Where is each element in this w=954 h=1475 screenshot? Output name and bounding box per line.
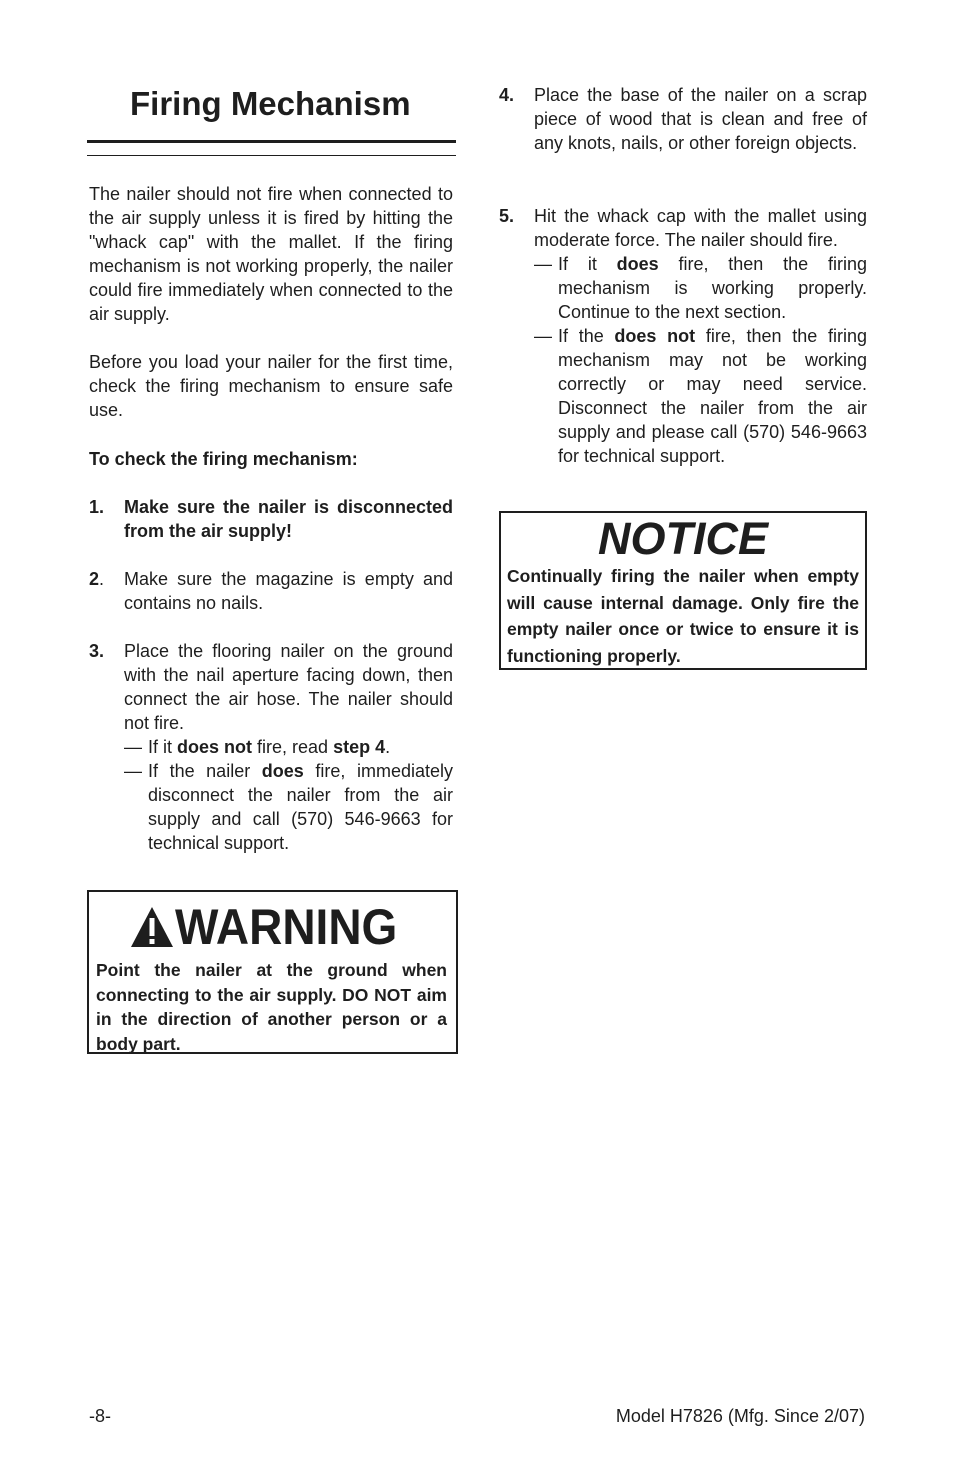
step-number: 1. xyxy=(89,497,105,517)
step-5-sub-b: — If the does not fire, then the firing mechanism may not be working correctly or may need service. Disconnect the nailer from the air supply and please call (570) 546-9663 for technical support. xyxy=(534,326,867,466)
step-text: Place the flooring nailer on the ground with the nail aperture facing down, then connect the air hose. The nailer should not fire. xyxy=(124,641,453,733)
step-number: 4. xyxy=(499,85,515,105)
title-rule xyxy=(87,140,456,143)
page-number: -8- xyxy=(89,1406,111,1426)
step-text: Make sure the nailer is disconnected from the air supply! xyxy=(124,497,453,541)
warning-header xyxy=(89,898,456,956)
warning-triangle-icon xyxy=(129,904,175,950)
step-text: Make sure the magazine is empty and contains no nails. xyxy=(124,569,453,613)
notice-text: Continually firing the nailer when empty will cause internal damage. Only fire the empty nailer once or twice to ensure it is functioning properly. xyxy=(507,566,859,666)
step-3-sub-a: — If it does not fire, read step 4. xyxy=(124,737,391,757)
warning-text: Point the nailer at the ground when connecting to the air supply. DO NOT aim in the direction of another person or a body part. xyxy=(96,960,447,1054)
step-text: Hit the whack cap with the mallet using moderate force. The nailer should fire. xyxy=(534,206,867,250)
warning-box xyxy=(87,890,458,1054)
step-text: Place the base of the nailer on a scrap piece of wood that is clean and free of any knots, nails, or other foreign objects. xyxy=(534,85,867,153)
warning-label: WARNING xyxy=(174,899,397,955)
notice-box xyxy=(499,511,867,670)
page-title: Firing Mechanism xyxy=(130,85,411,122)
step-number: 5. xyxy=(499,206,515,226)
step-3-sub-b: — If the nailer does fire, immediately disconnect the nailer from the air supply and call (570) 546-9663 for technical support. xyxy=(124,761,453,853)
intro-paragraph-1: The nailer should not fire when connected to the air supply unless it is fired by hitting the "whack cap" with the mallet. If the firing mechanism is not working properly, the nailer could fire immediately when connected to the air supply. xyxy=(89,184,453,324)
notice-label: NOTICE xyxy=(597,513,768,564)
step-5-sub-a: — If it does fire, then the firing mechanism is working properly. Continue to the next section. xyxy=(534,254,867,322)
model-footer: Model H7826 (Mfg. Since 2/07) xyxy=(615,1406,865,1426)
title-rule-thin xyxy=(87,155,456,156)
intro-paragraph-2: Before you load your nailer for the first time, check the firing mechanism to ensure safe use. xyxy=(89,352,453,420)
step-number: 2. xyxy=(89,569,105,589)
check-heading: To check the firing mechanism: xyxy=(89,449,358,469)
step-number: 3. xyxy=(89,641,105,661)
